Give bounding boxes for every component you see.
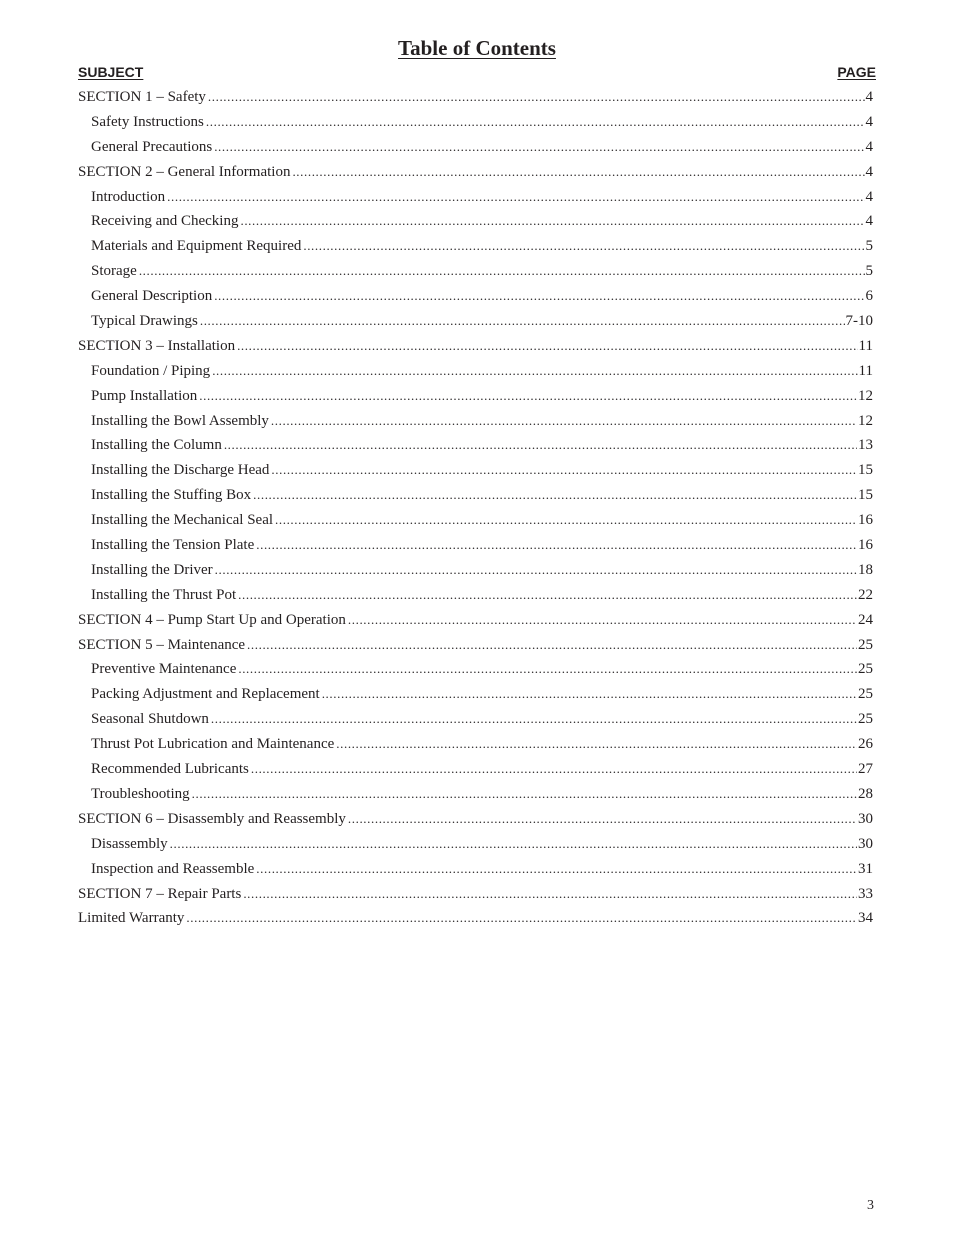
toc-entry[interactable] — [78, 637, 873, 662]
dot-leader — [348, 612, 857, 628]
toc-entry-page: 25 — [858, 661, 873, 678]
dot-leader — [211, 711, 857, 727]
toc-entry[interactable] — [78, 786, 873, 811]
toc-entry-label: Installing the Stuffing Box — [78, 487, 253, 504]
toc-entry-page: 12 — [858, 412, 873, 429]
toc-entry[interactable] — [78, 313, 873, 338]
toc-entry-label: SECTION 2 – General Information — [78, 163, 291, 180]
dot-leader — [271, 413, 857, 429]
toc-entry-label: Seasonal Shutdown — [78, 711, 211, 728]
page-title: Table of Contents — [398, 36, 556, 60]
dot-leader — [238, 661, 857, 677]
dot-leader — [292, 164, 864, 180]
toc-entry-page: 18 — [858, 561, 873, 578]
toc-entry[interactable] — [78, 114, 873, 139]
toc-entry-page: 24 — [858, 611, 873, 628]
toc-entry-label: SECTION 3 – Installation — [78, 337, 236, 354]
toc-entry[interactable] — [78, 462, 873, 487]
toc-entry-label: General Precautions — [78, 139, 214, 156]
toc-entry[interactable] — [78, 89, 873, 114]
toc-entry-page: 6 — [865, 288, 873, 305]
toc-entry-page: 12 — [858, 387, 873, 404]
toc-entry-page: 33 — [858, 885, 873, 902]
toc-entry-label: Packing Adjustment and Replacement — [78, 686, 322, 703]
toc-entry[interactable] — [78, 811, 873, 836]
toc-entry-page: 4 — [865, 163, 873, 180]
toc-entry-label: Thrust Pot Lubrication and Maintenance — [78, 736, 336, 753]
toc-entry-page: 30 — [858, 810, 873, 827]
toc-entry-page: 25 — [858, 636, 873, 653]
dot-leader — [303, 238, 864, 254]
toc-entry[interactable] — [78, 537, 873, 562]
toc-entry[interactable] — [78, 164, 873, 189]
toc-entry[interactable] — [78, 612, 873, 637]
dot-leader — [208, 89, 865, 105]
toc-entry-label: SECTION 1 – Safety — [78, 89, 206, 105]
dot-leader — [200, 313, 845, 329]
toc-entry-page: 25 — [858, 711, 873, 728]
dot-leader — [256, 537, 857, 553]
toc-entry-page: 27 — [858, 761, 873, 778]
dot-leader — [192, 786, 857, 802]
dot-leader — [253, 487, 857, 503]
toc-entry-label: SECTION 5 – Maintenance — [78, 636, 246, 653]
toc-entry-page: 4 — [865, 138, 873, 155]
toc-entry-label: Troubleshooting — [78, 786, 192, 803]
dot-leader — [214, 288, 864, 304]
toc-entry[interactable] — [78, 388, 873, 413]
toc-entry[interactable] — [78, 139, 873, 164]
dot-leader — [170, 836, 857, 852]
toc-entry-page: 11 — [858, 362, 873, 379]
toc-entry-page: 7-10 — [845, 313, 873, 330]
toc-entry-label: Foundation / Piping — [78, 363, 212, 380]
toc-entry[interactable] — [78, 363, 873, 388]
toc-entry-page: 13 — [858, 437, 873, 454]
toc-entry-label: Inspection and Reassemble — [78, 861, 256, 878]
dot-leader — [251, 761, 857, 777]
toc-entry[interactable] — [78, 761, 873, 786]
toc-entry[interactable] — [78, 587, 873, 612]
toc-entry[interactable] — [78, 213, 873, 238]
toc-entry-page: 30 — [858, 835, 873, 852]
toc-entry-label: Disassembly — [78, 836, 170, 853]
dot-leader — [215, 562, 857, 578]
toc-list — [78, 89, 873, 935]
toc-entry-label: General Description — [78, 288, 214, 305]
toc-entry-page: 25 — [858, 686, 873, 703]
toc-entry-page: 11 — [858, 337, 873, 354]
toc-entry-label: Limited Warranty — [78, 910, 185, 927]
toc-entry[interactable] — [78, 736, 873, 761]
dot-leader — [247, 637, 857, 653]
toc-entry[interactable] — [78, 189, 873, 214]
toc-entry-label: Introduction — [78, 189, 167, 206]
toc-entry[interactable] — [78, 910, 873, 935]
toc-entry-label: Pump Installation — [78, 388, 199, 405]
dot-leader — [336, 736, 857, 752]
dot-leader — [206, 114, 865, 130]
toc-entry[interactable] — [78, 661, 873, 686]
toc-entry-label: Preventive Maintenance — [78, 661, 238, 678]
toc-entry-label: SECTION 6 – Disassembly and Reassembly — [78, 810, 346, 827]
toc-entry[interactable] — [78, 437, 873, 462]
toc-entry-page: 22 — [858, 586, 873, 603]
toc-entry[interactable] — [78, 288, 873, 313]
dot-leader — [214, 139, 864, 155]
toc-entry-page: 16 — [858, 512, 873, 529]
dot-leader — [139, 263, 865, 279]
toc-entry[interactable] — [78, 487, 873, 512]
dot-leader — [186, 910, 857, 926]
dot-leader — [167, 189, 864, 205]
toc-entry-label: Safety Instructions — [78, 114, 206, 131]
dot-leader — [237, 338, 857, 354]
toc-entry-label: Typical Drawings — [78, 313, 200, 330]
toc-entry-label: Installing the Discharge Head — [78, 462, 271, 479]
toc-entry[interactable] — [78, 562, 873, 587]
toc-entry-page: 4 — [865, 188, 873, 205]
toc-entry-page: 28 — [858, 785, 873, 802]
toc-entry-page: 26 — [858, 736, 873, 753]
dot-leader — [275, 512, 857, 528]
toc-entry-page: 4 — [865, 89, 873, 105]
toc-entry[interactable] — [78, 836, 873, 861]
toc-entry-label: SECTION 7 – Repair Parts — [78, 885, 242, 902]
toc-entry-page: 4 — [865, 213, 873, 230]
toc-entry-page: 5 — [865, 238, 873, 255]
dot-leader — [212, 363, 857, 379]
toc-entry-label: Storage — [78, 263, 139, 280]
toc-entry[interactable] — [78, 512, 873, 537]
toc-entry-page: 5 — [865, 263, 873, 280]
toc-entry-page: 16 — [858, 537, 873, 554]
toc-entry-label: SECTION 4 – Pump Start Up and Operation — [78, 611, 346, 628]
toc-entry-page: 34 — [858, 910, 873, 927]
toc-entry[interactable] — [78, 886, 873, 911]
toc-entry-label: Installing the Driver — [78, 562, 215, 579]
toc-entry-label: Installing the Column — [78, 437, 224, 454]
toc-entry[interactable] — [78, 238, 873, 263]
toc-entry-page: 15 — [858, 487, 873, 504]
page-column-header: PAGE — [837, 64, 876, 80]
dot-leader — [240, 213, 864, 229]
toc-entry-label: Installing the Thrust Pot — [78, 587, 238, 604]
dot-leader — [322, 686, 857, 702]
toc-entry-page: 31 — [858, 860, 873, 877]
dot-leader — [224, 437, 857, 453]
toc-entry-label: Recommended Lubricants — [78, 761, 251, 778]
toc-entry[interactable] — [78, 263, 873, 288]
dot-leader — [271, 462, 857, 478]
dot-leader — [348, 811, 857, 827]
subject-column-header: SUBJECT — [78, 64, 144, 80]
toc-entry[interactable] — [78, 338, 873, 363]
toc-entry-label: Installing the Mechanical Seal — [78, 512, 275, 529]
dot-leader — [199, 388, 857, 404]
toc-entry-page: 15 — [858, 462, 873, 479]
toc-entry-label: Receiving and Checking — [78, 213, 240, 230]
toc-entry-page: 4 — [865, 113, 873, 130]
toc-entry-label: Installing the Tension Plate — [78, 537, 256, 554]
toc-entry[interactable] — [78, 861, 873, 886]
dot-leader — [243, 886, 857, 902]
toc-entry[interactable] — [78, 413, 873, 438]
toc-entry[interactable] — [78, 686, 873, 711]
toc-entry-label: Installing the Bowl Assembly — [78, 413, 271, 430]
toc-entry-label: Materials and Equipment Required — [78, 238, 303, 255]
dot-leader — [256, 861, 857, 877]
page-number: 3 — [867, 1198, 874, 1213]
dot-leader — [238, 587, 857, 603]
toc-entry[interactable] — [78, 711, 873, 736]
